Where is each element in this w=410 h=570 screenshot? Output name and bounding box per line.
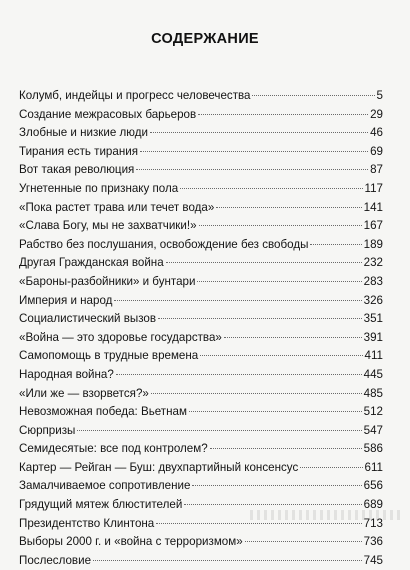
dot-leader bbox=[189, 411, 362, 412]
dot-leader bbox=[150, 132, 368, 133]
toc-entry-title: Замалчиваемое сопротивление bbox=[19, 479, 191, 493]
toc-entry bbox=[19, 217, 383, 236]
toc-entry-title: Президентство Клинтона bbox=[19, 516, 155, 530]
toc-entry-title: Создание межрасовых барьеров bbox=[19, 107, 197, 121]
toc-page-number: 351 bbox=[363, 312, 383, 326]
toc-entry bbox=[19, 347, 383, 366]
toc-entry bbox=[19, 161, 383, 180]
toc-entry-title: Тирания есть тирания bbox=[19, 144, 138, 158]
toc-page-number: 189 bbox=[363, 237, 383, 251]
dot-leader bbox=[116, 374, 362, 375]
toc-entry-title: Сюрпризы bbox=[19, 423, 76, 437]
toc-page-number: 141 bbox=[363, 200, 383, 214]
toc-page-number: 46 bbox=[370, 126, 383, 140]
toc-page-number: 445 bbox=[363, 367, 383, 381]
toc-entry bbox=[19, 124, 383, 143]
toc-entry-title: Картер — Рейган — Буш: двухпартийный консенсус bbox=[19, 460, 299, 474]
toc-entry-title: Послесловие bbox=[19, 553, 92, 567]
toc-entry bbox=[19, 292, 383, 311]
dot-leader bbox=[140, 151, 368, 152]
toc-entry bbox=[19, 366, 383, 385]
toc-entry bbox=[19, 422, 383, 441]
dot-leader bbox=[93, 560, 362, 561]
toc-page-number: 391 bbox=[363, 330, 383, 344]
dot-leader bbox=[114, 300, 361, 301]
toc-entry-title: «Слава Богу, мы не захватчики!» bbox=[19, 219, 197, 233]
toc-entry-title: Рабство без послушания, освобождение без свободы bbox=[19, 237, 309, 251]
toc-entry bbox=[19, 106, 383, 125]
dot-leader bbox=[197, 281, 361, 282]
show-through-texture bbox=[250, 510, 400, 520]
toc-entry-title: «Или же — взорвется?» bbox=[19, 386, 149, 400]
page-title: СОДЕРЖАНИЕ bbox=[151, 31, 259, 47]
dot-leader bbox=[198, 114, 368, 115]
toc-entry bbox=[19, 440, 383, 459]
dot-leader bbox=[184, 504, 361, 505]
toc-page-number: 29 bbox=[370, 107, 383, 121]
toc-entry bbox=[19, 87, 383, 106]
toc-entry-title: Империя и народ bbox=[19, 293, 113, 307]
toc-entry bbox=[19, 459, 383, 478]
toc-entry-title: Грядущий мятеж блюстителей bbox=[19, 498, 183, 512]
toc-entry bbox=[19, 254, 383, 273]
table-of-contents bbox=[19, 87, 383, 570]
toc-entry bbox=[19, 533, 383, 552]
toc-entry bbox=[19, 273, 383, 292]
dot-leader bbox=[192, 485, 361, 486]
toc-entry-title: Семидесятые: все под контролем? bbox=[19, 442, 208, 456]
toc-entry-title: «Война — это здоровье государства» bbox=[19, 330, 222, 344]
toc-entry bbox=[19, 385, 383, 404]
toc-entry-title: «Пока растет трава или течет вода» bbox=[19, 200, 215, 214]
dot-leader bbox=[310, 244, 361, 245]
dot-leader bbox=[166, 262, 362, 263]
dot-leader bbox=[136, 169, 368, 170]
toc-entry bbox=[19, 143, 383, 162]
toc-page-number: 736 bbox=[363, 535, 383, 549]
dot-leader bbox=[224, 337, 362, 338]
toc-page-number: 485 bbox=[363, 386, 383, 400]
toc-page-number: 117 bbox=[364, 181, 383, 195]
toc-entry bbox=[19, 403, 383, 422]
toc-page-number: 5 bbox=[376, 89, 383, 102]
toc-entry bbox=[19, 310, 383, 329]
dot-leader bbox=[151, 393, 362, 394]
toc-entry-title: Угнетенные по признаку пола bbox=[19, 181, 179, 195]
toc-entry bbox=[19, 180, 383, 199]
toc-page-number: 326 bbox=[363, 293, 383, 307]
dot-leader bbox=[158, 318, 362, 319]
toc-page-number: 656 bbox=[363, 479, 383, 493]
toc-entry-title: Вот такая революция bbox=[19, 163, 135, 177]
toc-entry bbox=[19, 329, 383, 348]
dot-leader bbox=[245, 541, 362, 542]
dot-leader bbox=[252, 95, 374, 96]
toc-page-number: 411 bbox=[364, 349, 383, 363]
dot-leader bbox=[210, 448, 362, 449]
toc-page-number: 283 bbox=[363, 274, 383, 288]
toc-entry-title: Выборы 2000 г. и «война с терроризмом» bbox=[19, 535, 243, 549]
dot-leader bbox=[300, 467, 362, 468]
toc-page-number: 69 bbox=[370, 144, 383, 158]
toc-entry bbox=[19, 199, 383, 218]
toc-page-number: 512 bbox=[363, 405, 383, 419]
dot-leader bbox=[199, 225, 362, 226]
dot-leader bbox=[216, 207, 361, 208]
toc-entry-title: Самопомощь в трудные времена bbox=[19, 349, 199, 363]
toc-entry bbox=[19, 477, 383, 496]
toc-entry-title: Колумб, индейцы и прогресс человечества bbox=[19, 89, 251, 102]
dot-leader bbox=[180, 188, 362, 189]
toc-entry-title: Социалистический вызов bbox=[19, 312, 157, 326]
toc-page-number: 689 bbox=[363, 498, 383, 512]
toc-entry-title: Народная война? bbox=[19, 367, 114, 381]
toc-entry bbox=[19, 552, 383, 570]
toc-page-number: 167 bbox=[363, 219, 383, 233]
dot-leader bbox=[77, 430, 361, 431]
dot-leader bbox=[156, 523, 361, 524]
toc-page-number: 586 bbox=[363, 442, 383, 456]
toc-page-number: 745 bbox=[363, 553, 383, 567]
dot-leader bbox=[200, 355, 362, 356]
toc-entry-title: Злобные и низкие люди bbox=[19, 126, 148, 140]
toc-entry bbox=[19, 236, 383, 255]
toc-entry-title: «Бароны-разбойники» и бунтари bbox=[19, 274, 196, 288]
toc-page-number: 232 bbox=[363, 256, 383, 270]
toc-page-number: 611 bbox=[364, 460, 383, 474]
toc-page-number: 547 bbox=[363, 423, 383, 437]
toc-page-number: 713 bbox=[363, 516, 383, 530]
toc-entry-title: Другая Гражданская война bbox=[19, 256, 164, 270]
toc-entry-title: Невозможная победа: Вьетнам bbox=[19, 405, 187, 419]
toc-page-number: 87 bbox=[370, 163, 383, 177]
